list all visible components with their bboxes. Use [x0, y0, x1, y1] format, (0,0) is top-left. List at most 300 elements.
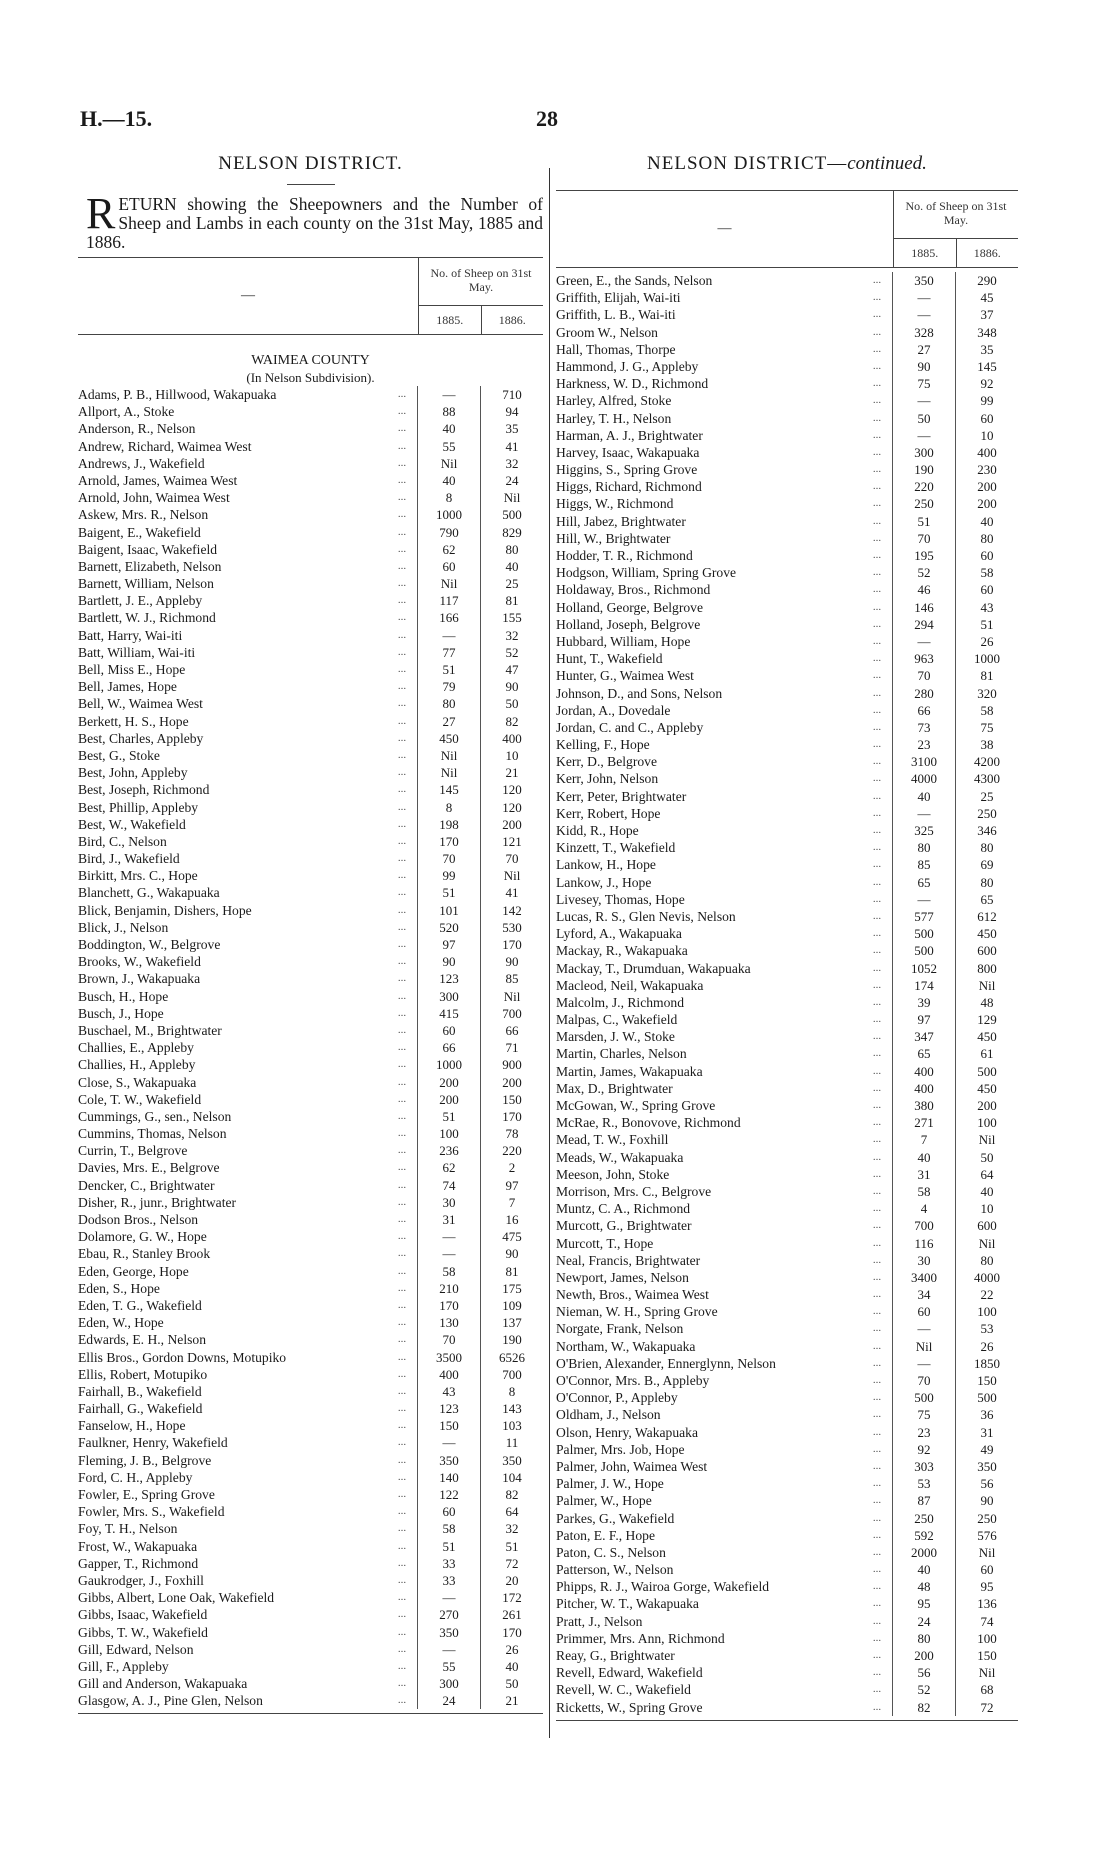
owner-name: Newth, Bros., Waimea West — [556, 1287, 709, 1303]
owner-name: Livesey, Thomas, Hope — [556, 891, 685, 907]
sheep-1885: 170 — [417, 1297, 480, 1314]
sheep-1885: 65 — [892, 874, 955, 891]
table-row — [556, 1011, 1018, 1028]
sheep-count-header — [418, 258, 543, 334]
sheep-1886: 21 — [480, 764, 543, 781]
owner-name: Arnold, John, Waimea West — [78, 490, 230, 506]
sheep-1885: 400 — [417, 1366, 480, 1383]
table-row — [556, 839, 1018, 856]
leader-dots: ... — [872, 1081, 882, 1094]
leader-dots: ... — [872, 720, 882, 733]
leader-dots: ... — [872, 1700, 882, 1713]
owner-name: Murcott, G., Brightwater — [556, 1218, 692, 1234]
table-row — [556, 1080, 1018, 1097]
table-row — [556, 1269, 1018, 1286]
leader-dots: ... — [872, 377, 882, 390]
sheep-1886: Nil — [955, 977, 1018, 994]
sheep-1885: 50 — [892, 410, 955, 427]
sheep-1886: 60 — [955, 581, 1018, 598]
leader-dots: ... — [397, 697, 407, 710]
leader-dots: ... — [397, 456, 407, 469]
sheep-1886: 145 — [955, 358, 1018, 375]
sheep-1886: 700 — [480, 1005, 543, 1022]
owner-name: Hodder, T. R., Richmond — [556, 548, 693, 563]
owner-name: Gaukrodger, J., Foxhill — [78, 1572, 204, 1588]
table-row — [78, 1400, 543, 1417]
leader-dots: ... — [397, 989, 407, 1002]
owner-name: Boddington, W., Belgrove — [78, 937, 221, 952]
sheep-1886: 25 — [480, 575, 543, 592]
sheep-1886: 26 — [955, 1338, 1018, 1355]
sheep-1885: 150 — [417, 1417, 480, 1434]
sheep-1885: — — [417, 1245, 480, 1262]
table-row — [78, 489, 543, 506]
leader-dots: ... — [872, 1219, 882, 1232]
sheep-1886: 43 — [955, 599, 1018, 616]
leader-dots: ... — [872, 1666, 882, 1679]
sheep-1885: 270 — [417, 1606, 480, 1623]
leader-dots: ... — [872, 669, 882, 682]
table-row — [556, 667, 1018, 684]
owner-name: Kerr, Peter, Brightwater — [556, 788, 687, 804]
sheep-1885: 700 — [892, 1217, 955, 1234]
sheep-1886: 50 — [480, 695, 543, 712]
sheep-1886: 261 — [480, 1606, 543, 1623]
header-dash: — — [241, 288, 255, 303]
sheep-1885: 300 — [417, 988, 480, 1005]
owner-name: Ellis, Robert, Motupiko — [78, 1366, 208, 1382]
table-row — [78, 953, 543, 970]
table-row — [556, 1458, 1018, 1475]
sheep-1885: — — [417, 1228, 480, 1245]
sheep-1886: 450 — [955, 925, 1018, 942]
table-row — [556, 289, 1018, 306]
leader-dots: ... — [872, 1339, 882, 1352]
sheep-1886: 49 — [955, 1441, 1018, 1458]
owner-name: Challies, H., Appleby — [78, 1057, 196, 1073]
leader-dots: ... — [872, 1030, 882, 1043]
table-row — [78, 1641, 543, 1658]
owner-name: Fowler, E., Spring Grove — [78, 1487, 215, 1502]
leader-dots: ... — [397, 1677, 407, 1690]
sheep-1886: 65 — [955, 891, 1018, 908]
table-row — [556, 547, 1018, 564]
sheep-1886: 82 — [480, 1486, 543, 1503]
table-row — [78, 1572, 543, 1589]
leader-dots: ... — [872, 1374, 882, 1386]
leader-dots: ... — [872, 927, 882, 940]
leader-dots: ... — [397, 1625, 407, 1638]
sheep-1885: 4 — [892, 1200, 955, 1217]
leader-dots: ... — [397, 1092, 407, 1105]
table-row — [556, 1475, 1018, 1492]
sheep-1885: 95 — [892, 1595, 955, 1612]
leader-dots: ... — [872, 1442, 882, 1455]
table-row — [556, 1527, 1018, 1544]
leader-dots: ... — [872, 308, 882, 321]
sheep-1886: 1000 — [955, 650, 1018, 667]
owner-name: Eden, S., Hope — [78, 1280, 160, 1296]
sheep-1885: 400 — [892, 1080, 955, 1097]
sheep-1886: 53 — [955, 1320, 1018, 1337]
table-row — [556, 1406, 1018, 1423]
sheep-1886: 1850 — [955, 1355, 1018, 1372]
sheep-1885: 70 — [892, 1372, 955, 1389]
sheep-1886: 78 — [480, 1125, 543, 1142]
leader-dots: ... — [397, 869, 407, 882]
leader-dots: ... — [397, 1573, 407, 1586]
leader-dots: ... — [397, 1161, 407, 1174]
sheep-1886: 71 — [480, 1039, 543, 1056]
leader-dots: ... — [397, 1281, 407, 1294]
owner-name: Neal, Francis, Brightwater — [556, 1252, 701, 1268]
sheep-1886: 40 — [480, 558, 543, 575]
owner-name: Fairhall, G., Wakefield — [78, 1401, 203, 1417]
intro-dropcap: R — [86, 189, 116, 238]
sheep-1885: — — [417, 386, 480, 403]
table-row — [78, 1159, 543, 1176]
leader-dots: ... — [872, 1631, 882, 1644]
leader-dots: ... — [397, 852, 407, 865]
owner-name: Gill, F., Appleby — [78, 1658, 169, 1674]
sheep-1886: 350 — [955, 1458, 1018, 1475]
sheep-1886: 600 — [955, 1217, 1018, 1234]
owner-name: Revell, W. C., Wakefield — [556, 1682, 691, 1698]
table-row — [78, 1624, 543, 1641]
table-row — [556, 685, 1018, 702]
sheep-1886: 150 — [480, 1091, 543, 1108]
sheep-1886: 800 — [955, 960, 1018, 977]
leader-dots: ... — [872, 497, 882, 510]
owner-name: Meads, W., Wakapuaka — [556, 1149, 684, 1165]
sheep-1886: 190 — [480, 1331, 543, 1348]
table-row — [78, 936, 543, 953]
leader-dots: ... — [872, 1013, 882, 1026]
sheep-1886: 90 — [480, 1245, 543, 1262]
sheep-1886: 90 — [480, 678, 543, 695]
table-row — [556, 599, 1018, 616]
table-row — [556, 925, 1018, 942]
leader-dots: ... — [872, 1305, 882, 1318]
sheep-1886: 21 — [480, 1692, 543, 1709]
table-row — [78, 609, 543, 626]
table-row — [78, 438, 543, 455]
owner-name: Hill, W., Brightwater — [556, 530, 671, 546]
leader-dots: ... — [872, 480, 882, 493]
sheep-1886: 829 — [480, 524, 543, 541]
leader-dots: ... — [872, 1236, 882, 1249]
leader-dots: ... — [397, 800, 407, 813]
leader-dots: ... — [397, 1230, 407, 1243]
leader-dots: ... — [397, 542, 407, 555]
owner-name: Mackay, T., Drumduan, Wakapuaka — [556, 960, 751, 976]
owner-name: Pitcher, W. T., Wakapuaka — [556, 1596, 699, 1612]
table-row — [556, 1183, 1018, 1200]
sheep-1885: 195 — [892, 547, 955, 564]
sheep-1885: 40 — [892, 1149, 955, 1166]
sheep-1885: 380 — [892, 1097, 955, 1114]
leader-dots: ... — [397, 1075, 407, 1088]
sheep-1886: 400 — [480, 730, 543, 747]
sheep-1886: 26 — [480, 1641, 543, 1658]
owner-name: Bell, James, Hope — [78, 679, 177, 695]
sheep-1886: 100 — [955, 1303, 1018, 1320]
table-row — [78, 386, 543, 403]
sheep-1886: 50 — [955, 1149, 1018, 1166]
sheep-1885: 56 — [892, 1664, 955, 1681]
sheep-1885: Nil — [417, 455, 480, 472]
owner-name: Berkett, H. S., Hope — [78, 713, 189, 729]
table-row — [556, 1252, 1018, 1269]
leader-dots: ... — [872, 1391, 882, 1404]
leader-dots: ... — [397, 1522, 407, 1535]
sheep-1886: 175 — [480, 1280, 543, 1297]
leader-dots: ... — [397, 1642, 407, 1655]
sheep-1886: 60 — [955, 1561, 1018, 1578]
sheep-1885: 80 — [892, 839, 955, 856]
table-row — [556, 770, 1018, 787]
table-row — [78, 1452, 543, 1469]
sheep-1886: 81 — [955, 667, 1018, 684]
sheep-1886: 500 — [955, 1063, 1018, 1080]
sheep-1885: — — [892, 427, 955, 444]
title-main: NELSON DISTRICT— — [647, 153, 848, 174]
owner-name: Kerr, John, Nelson — [556, 771, 659, 787]
owner-name: Higgs, W., Richmond — [556, 496, 674, 512]
table-row — [78, 713, 543, 730]
table-row — [78, 541, 543, 558]
table-row — [556, 1372, 1018, 1389]
owner-name: Barnett, William, Nelson — [78, 576, 214, 592]
sheep-1885: 4000 — [892, 770, 955, 787]
sheep-1885: 51 — [892, 513, 955, 530]
table-row — [556, 444, 1018, 461]
leader-dots: ... — [872, 1167, 882, 1180]
table-row — [556, 1131, 1018, 1148]
sheep-1886: 900 — [480, 1056, 543, 1073]
sheep-1885: 350 — [417, 1624, 480, 1641]
leader-dots: ... — [872, 909, 882, 922]
owner-name: Johnson, D., and Sons, Nelson — [556, 685, 723, 701]
sheep-1885: 51 — [417, 661, 480, 678]
sheep-1886: 48 — [955, 994, 1018, 1011]
table-row — [556, 1681, 1018, 1698]
sheep-1885: — — [417, 1434, 480, 1451]
sheep-1885: 40 — [417, 472, 480, 489]
table-row — [78, 1314, 543, 1331]
sheep-1886: 120 — [480, 799, 543, 816]
sheep-1886: 68 — [955, 1681, 1018, 1698]
leader-dots: ... — [872, 394, 882, 407]
sheep-1886: 100 — [955, 1630, 1018, 1647]
sheep-1885: 520 — [417, 919, 480, 936]
sheep-1885: 87 — [892, 1492, 955, 1509]
owner-name: Glasgow, A. J., Pine Glen, Nelson — [78, 1693, 263, 1709]
leader-dots: ... — [872, 1528, 882, 1541]
table-row — [78, 730, 543, 747]
owner-name: Bartlett, J. E., Appleby — [78, 593, 203, 609]
sheep-1886: 25 — [955, 788, 1018, 805]
leader-dots: ... — [397, 1436, 407, 1449]
table-row — [78, 1349, 543, 1366]
sheep-1886: 600 — [955, 942, 1018, 959]
sheep-1886: 530 — [480, 919, 543, 936]
table-row — [556, 1424, 1018, 1441]
owner-name: Eden, W., Hope — [78, 1315, 164, 1331]
sheep-1886: 51 — [955, 616, 1018, 633]
sheep-1885: 80 — [417, 695, 480, 712]
sheep-1886: 700 — [480, 1366, 543, 1383]
leader-dots: ... — [397, 1453, 407, 1466]
table-row — [78, 1177, 543, 1194]
sheep-1885: 400 — [892, 1063, 955, 1080]
owner-name: Blanchett, G., Wakapuaka — [78, 885, 220, 901]
sheep-1885: 350 — [417, 1452, 480, 1469]
table-row — [78, 644, 543, 661]
right-column — [556, 150, 1018, 1721]
owner-name: Hunt, T., Wakefield — [556, 651, 663, 667]
leader-dots: ... — [397, 1041, 407, 1054]
leader-dots: ... — [872, 1477, 882, 1490]
sheep-1885: 55 — [417, 1658, 480, 1675]
owner-name: Paton, C. S., Nelson — [556, 1544, 666, 1560]
owner-name: Batt, William, Wai-iti — [78, 644, 196, 660]
sheep-1885: 24 — [892, 1613, 955, 1630]
sheep-1886: 155 — [480, 609, 543, 626]
table-row — [78, 575, 543, 592]
owner-name: Northam, W., Wakapuaka — [556, 1338, 696, 1354]
owner-name: Dencker, C., Brightwater — [78, 1177, 215, 1193]
leader-dots: ... — [397, 525, 407, 538]
table-row — [556, 1699, 1018, 1716]
owner-name: Gapper, T., Richmond — [78, 1555, 199, 1571]
sheep-1886: Nil — [480, 988, 543, 1005]
sheep-1885: 97 — [892, 1011, 955, 1028]
table-row — [78, 1417, 543, 1434]
sheep-1886: 2 — [480, 1159, 543, 1176]
sheep-1885: 8 — [417, 799, 480, 816]
sheep-1885: 3400 — [892, 1269, 955, 1286]
sheep-1885: 70 — [892, 667, 955, 684]
table-row — [556, 358, 1018, 375]
sheep-1886: 61 — [955, 1045, 1018, 1062]
sheep-1885: 31 — [417, 1211, 480, 1228]
leader-dots: ... — [872, 1649, 882, 1661]
leader-dots: ... — [872, 1047, 882, 1060]
sheep-1885: 116 — [892, 1235, 955, 1252]
leader-dots: ... — [397, 1556, 407, 1569]
sheep-1885: 33 — [417, 1555, 480, 1572]
table-row — [556, 1355, 1018, 1372]
owner-name: Foy, T. H., Nelson — [78, 1521, 178, 1537]
table-row — [556, 1664, 1018, 1681]
table-row — [78, 799, 543, 816]
table-row — [556, 874, 1018, 891]
leader-dots: ... — [872, 583, 882, 596]
leader-dots: ... — [872, 634, 882, 647]
owner-name: Hodgson, William, Spring Grove — [556, 565, 737, 581]
sheep-1885: 2000 — [892, 1544, 955, 1561]
leader-dots: ... — [397, 1505, 407, 1518]
table-row — [556, 478, 1018, 495]
leader-dots: ... — [872, 1253, 882, 1266]
sheep-1885: 271 — [892, 1114, 955, 1131]
owner-name: Bell, W., Waimea West — [78, 696, 203, 712]
owner-name: Kerr, Robert, Hope — [556, 805, 661, 821]
sheep-1885: 30 — [417, 1194, 480, 1211]
sheep-1885: 300 — [417, 1675, 480, 1692]
table-row — [78, 524, 543, 541]
sheep-1885: 294 — [892, 616, 955, 633]
sheep-1885: 58 — [417, 1263, 480, 1280]
table-row — [78, 678, 543, 695]
leader-dots: ... — [872, 824, 882, 836]
owner-name: Best, Charles, Appleby — [78, 730, 204, 746]
owner-name: Eden, George, Hope — [78, 1263, 189, 1279]
owner-name: Buschael, M., Brightwater — [78, 1022, 222, 1038]
sheep-1885: 500 — [892, 1389, 955, 1406]
leader-dots: ... — [397, 1298, 407, 1311]
sheep-1885: 70 — [892, 530, 955, 547]
table-row — [78, 1469, 543, 1486]
table-row — [556, 427, 1018, 444]
owner-name: McRae, R., Bonovove, Richmond — [556, 1115, 741, 1131]
table-row — [556, 891, 1018, 908]
sheep-1886: 172 — [480, 1589, 543, 1606]
sheep-1885: 60 — [417, 1022, 480, 1039]
table-row — [78, 1056, 543, 1073]
sheep-1885: 97 — [417, 936, 480, 953]
owner-name: Adams, P. B., Hillwood, Wakapuaka — [78, 387, 277, 402]
sheep-1886: 129 — [955, 1011, 1018, 1028]
owner-name: Kinzett, T., Wakefield — [556, 840, 676, 856]
owner-name: O'Connor, P., Appleby — [556, 1390, 678, 1406]
sheep-1885: 450 — [417, 730, 480, 747]
sheep-1885: 90 — [892, 358, 955, 375]
owner-name: Best, John, Appleby — [78, 765, 188, 781]
sheep-1885: — — [892, 805, 955, 822]
leader-dots: ... — [872, 1133, 882, 1146]
leader-dots: ... — [872, 549, 882, 561]
year-1885-header: 1885. — [911, 246, 939, 260]
table-row — [556, 1166, 1018, 1183]
sheep-1885: 99 — [417, 867, 480, 884]
sheep-1885: 23 — [892, 736, 955, 753]
sheep-1885: 48 — [892, 1578, 955, 1595]
table-row — [556, 1578, 1018, 1595]
sheep-1886: 26 — [955, 633, 1018, 650]
sheep-1886: 100 — [955, 1114, 1018, 1131]
owner-name: Hammond, J. G., Appleby — [556, 358, 699, 374]
owner-name: Fowler, Mrs. S., Wakefield — [78, 1504, 225, 1520]
sheep-1886: 52 — [480, 644, 543, 661]
owner-name: Kidd, R., Hope — [556, 823, 639, 838]
table-row — [556, 977, 1018, 994]
sheep-1886: 400 — [955, 444, 1018, 461]
sheep-1885: 60 — [417, 1503, 480, 1520]
leader-dots: ... — [397, 903, 407, 916]
owner-name: Brown, J., Wakapuaka — [78, 971, 201, 987]
owner-name: Macleod, Neil, Wakapuaka — [556, 977, 704, 993]
sheep-1885: 790 — [417, 524, 480, 541]
owner-name: Batt, Harry, Wai-iti — [78, 627, 183, 643]
sheep-1885: 145 — [417, 781, 480, 798]
owner-name: Griffith, Elijah, Wai-iti — [556, 290, 681, 306]
owner-name: Andrews, J., Wakefield — [78, 455, 205, 471]
title-rule — [287, 184, 335, 185]
table-row — [78, 1005, 543, 1022]
leader-dots: ... — [872, 892, 882, 905]
